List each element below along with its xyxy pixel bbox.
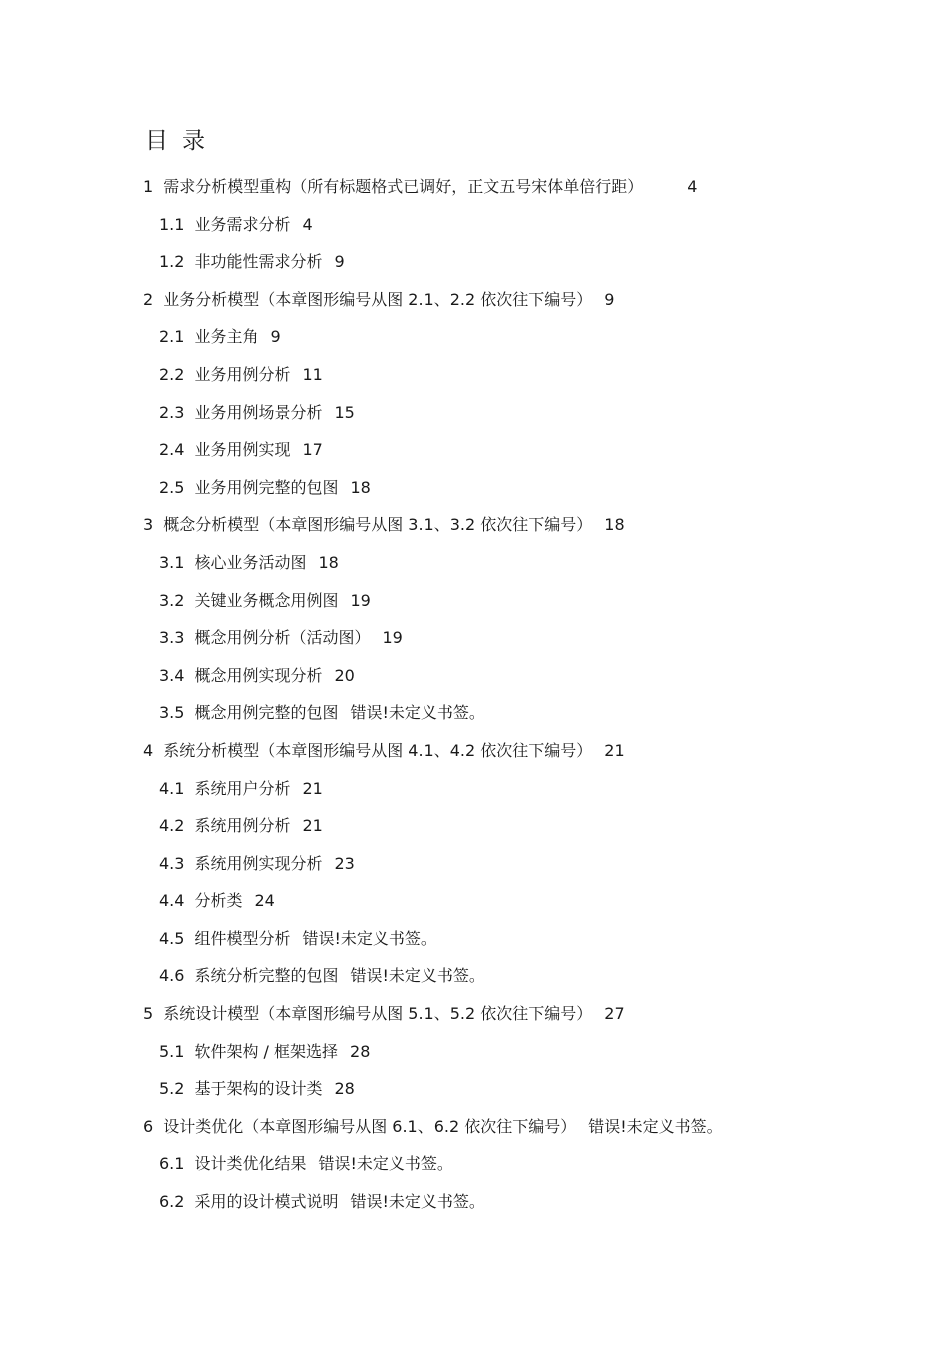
toc-entry-page: 17 <box>302 440 323 460</box>
toc-entry-page: 错误!未定义书签。 <box>350 1192 485 1212</box>
toc-entry-text: 概念用例完整的包图 <box>194 703 339 723</box>
toc-entry-number: 5 <box>143 1004 154 1024</box>
toc-entry-page: 28 <box>334 1079 355 1099</box>
toc-entry[interactable] <box>0 281 950 319</box>
toc-entry-text: 系统用例分析 <box>194 816 291 836</box>
toc-entry-page: 11 <box>302 364 323 384</box>
toc-entry-text: 概念分析模型（本章图形编号从图 3.1、3.2 依次往下编号） <box>163 515 593 535</box>
toc-entry-number: 2.4 <box>159 440 185 460</box>
toc-entry-text: 分析类 <box>194 891 243 911</box>
toc-entry-page: 27 <box>604 1004 625 1024</box>
toc-entry[interactable] <box>0 168 950 206</box>
toc-entry-page: 20 <box>334 665 355 685</box>
toc-entry[interactable] <box>0 544 950 582</box>
toc-entry-text: 业务用例实现 <box>194 440 291 460</box>
toc-entry[interactable] <box>0 469 950 507</box>
toc-entry-text: 软件架构 / 框架选择 <box>194 1041 339 1061</box>
toc-entry[interactable] <box>0 732 950 770</box>
toc-entry-number: 3 <box>143 515 154 535</box>
toc-entry-page: 错误!未定义书签。 <box>350 703 485 723</box>
toc-entry-text: 业务主角 <box>194 327 259 347</box>
toc-entry[interactable] <box>0 1145 950 1183</box>
toc-entry[interactable] <box>0 882 950 920</box>
toc-entry-number: 4.5 <box>159 928 185 948</box>
toc-entry-number: 4.6 <box>159 966 185 986</box>
toc-entry-page: 15 <box>334 402 355 422</box>
toc-entry-text: 概念用例分析（活动图） <box>194 628 371 648</box>
toc-entry-page: 18 <box>318 552 339 572</box>
toc-entry-text: 业务需求分析 <box>194 214 291 234</box>
toc-entry-number: 4.3 <box>159 853 185 873</box>
toc-entry[interactable] <box>0 582 950 620</box>
toc-entry-text: 系统用户分析 <box>194 778 291 798</box>
toc-entry-page: 18 <box>350 477 371 497</box>
toc-entry-text: 基于架构的设计类 <box>194 1079 323 1099</box>
toc-entry-text: 非功能性需求分析 <box>194 252 323 272</box>
toc-entry[interactable] <box>0 1070 950 1108</box>
toc-entry-text: 系统分析模型（本章图形编号从图 4.1、4.2 依次往下编号） <box>163 740 593 760</box>
toc-entry[interactable] <box>0 770 950 808</box>
toc-entry-page: 4 <box>687 177 698 196</box>
toc-entry-number: 5.1 <box>159 1041 185 1061</box>
toc-entry-number: 3.5 <box>159 703 185 723</box>
toc-entry-text: 业务用例分析 <box>194 364 291 384</box>
toc-entry-page: 9 <box>334 252 345 272</box>
toc-entry-text: 设计类优化（本章图形编号从图 6.1、6.2 依次往下编号） <box>163 1116 577 1136</box>
toc-entry-number: 1.2 <box>159 252 185 272</box>
toc-entry-text: 业务分析模型（本章图形编号从图 2.1、2.2 依次往下编号） <box>163 289 593 309</box>
toc-entry-number: 2.1 <box>159 327 185 347</box>
toc-entry[interactable] <box>0 807 950 845</box>
toc-entry-number: 2.2 <box>159 364 185 384</box>
toc-entry[interactable] <box>0 506 950 544</box>
toc-entry[interactable] <box>0 318 950 356</box>
toc-entry-page: 9 <box>604 289 615 309</box>
toc-entry[interactable] <box>0 957 950 995</box>
toc-entry[interactable] <box>0 1183 950 1221</box>
toc-entry-number: 6.2 <box>159 1192 185 1212</box>
toc-entry-number: 3.2 <box>159 590 185 610</box>
toc-entry-text: 需求分析模型重构（所有标题格式已调好，正文五号宋体单倍行距） <box>163 177 644 196</box>
toc-entry-page: 23 <box>334 853 355 873</box>
toc-entry-text: 核心业务活动图 <box>194 552 307 572</box>
toc-entry-number: 1 <box>143 177 154 196</box>
toc-entry-number: 4.2 <box>159 816 185 836</box>
toc-entry-page: 错误!未定义书签。 <box>350 966 485 986</box>
toc-entry-number: 4 <box>143 740 154 760</box>
toc-entry[interactable] <box>0 1108 950 1146</box>
toc-entry[interactable] <box>0 243 950 281</box>
toc-entry-text: 系统分析完整的包图 <box>194 966 339 986</box>
toc-entry[interactable] <box>0 356 950 394</box>
toc-entry[interactable] <box>0 657 950 695</box>
toc-entry-page: 错误!未定义书签。 <box>318 1154 453 1174</box>
toc-entry-page: 19 <box>382 628 403 648</box>
toc-entry-page: 9 <box>270 327 281 347</box>
toc-entry-number: 2.3 <box>159 402 185 422</box>
toc-entry-page: 19 <box>350 590 371 610</box>
toc-entry-number: 3.4 <box>159 665 185 685</box>
toc-entry-text: 系统用例实现分析 <box>194 853 323 873</box>
toc-entry-page: 4 <box>302 214 313 234</box>
toc-entry-page: 21 <box>302 778 323 798</box>
toc-entry[interactable] <box>0 920 950 958</box>
toc-entry[interactable] <box>0 619 950 657</box>
toc-entry-number: 6.1 <box>159 1154 185 1174</box>
toc-entry-page: 28 <box>350 1041 371 1061</box>
toc-entry-text: 关键业务概念用例图 <box>194 590 339 610</box>
toc-entry-text: 业务用例完整的包图 <box>194 477 339 497</box>
toc-entry-page: 18 <box>604 515 625 535</box>
toc-entry-text: 概念用例实现分析 <box>194 665 323 685</box>
toc-entry-text: 业务用例场景分析 <box>194 402 323 422</box>
toc-entry-number: 3.1 <box>159 552 185 572</box>
toc-entry-number: 4.1 <box>159 778 185 798</box>
toc-entry[interactable] <box>0 845 950 883</box>
toc-entry-number: 3.3 <box>159 628 185 648</box>
toc-entry[interactable] <box>0 394 950 432</box>
toc-entry[interactable] <box>0 694 950 732</box>
toc-entry-page: 21 <box>302 816 323 836</box>
toc-entry-text: 组件模型分析 <box>194 928 291 948</box>
toc-entry-text: 采用的设计模式说明 <box>194 1192 339 1212</box>
toc-entry[interactable] <box>0 995 950 1033</box>
toc-entry-page: 21 <box>604 740 625 760</box>
toc-entry-number: 5.2 <box>159 1079 185 1099</box>
toc-entry-number: 4.4 <box>159 891 185 911</box>
toc-entry-page: 错误!未定义书签。 <box>588 1116 723 1136</box>
toc-entry-number: 1.1 <box>159 214 185 234</box>
toc-entry-number: 2 <box>143 289 154 309</box>
toc-entry-number: 2.5 <box>159 477 185 497</box>
toc-entry-text: 设计类优化结果 <box>194 1154 307 1174</box>
toc-entry-number: 6 <box>143 1116 154 1136</box>
toc-title: 目录 <box>145 128 219 154</box>
toc-entry[interactable] <box>0 431 950 469</box>
toc-entry-page: 错误!未定义书签。 <box>302 928 437 948</box>
toc-entry-text: 系统设计模型（本章图形编号从图 5.1、5.2 依次往下编号） <box>163 1004 593 1024</box>
toc-entry-page: 24 <box>254 891 275 911</box>
toc-entry[interactable] <box>0 1033 950 1071</box>
table-of-contents <box>0 168 950 1221</box>
toc-entry[interactable] <box>0 206 950 244</box>
